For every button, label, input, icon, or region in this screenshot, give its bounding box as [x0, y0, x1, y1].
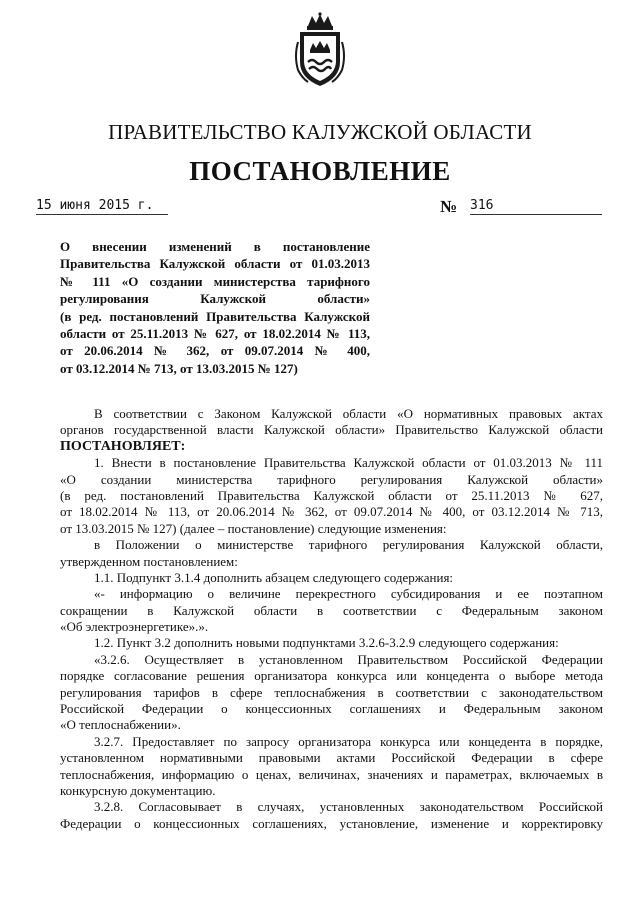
- subject-line: О внесении изменений в постановление: [60, 239, 370, 254]
- coat-of-arms-emblem: [294, 12, 346, 88]
- document-body: [60, 406, 603, 832]
- body-line: 1.2. Пункт 3.2 дополнить новыми подпунктами 3.2.6-3.2.9 следующего содержания:: [94, 635, 559, 651]
- body-line: 1.1. Подпункт 3.1.4 дополнить абзацем следующего содержания:: [94, 569, 454, 585]
- subject-line: регулирования Калужской области»: [60, 291, 370, 307]
- document-type-title: ПОСТАНОВЛЕНИЕ: [189, 156, 451, 186]
- subject-line: № 111 «О создании министерства тарифного: [60, 273, 370, 289]
- body-line: «3.2.6. Осуществляет в установленном Правительством Российской Федерации: [94, 651, 603, 667]
- subject-line: от 20.06.2014 № 362, от 09.07.2014 № 400,: [60, 343, 370, 359]
- body-line: теплоснабжения, информацию о ценах, величинах, значениях и параметрах, включаемых в: [60, 766, 603, 782]
- body-line: в Положении о министерстве тарифного регулирования Калужской области,: [94, 537, 603, 553]
- document-date: 15 июня 2015 г.: [36, 198, 168, 215]
- body-line: 1. Внести в постановление Правительства Калужской области от 01.03.2013 № 111: [94, 455, 603, 471]
- body-line: «Об электроэнергетике».».: [60, 619, 209, 635]
- government-title: ПРАВИТЕЛЬСТВО КАЛУЖСКОЙ ОБЛАСТИ: [108, 120, 532, 144]
- body-line: сокращении в Калужской области в соответствии с Федеральным законом: [60, 602, 603, 618]
- document-number: 316: [470, 198, 602, 215]
- body-line: «- информацию о величине перекрестного субсидирования и ее поэтапном: [94, 586, 603, 602]
- body-line: «О создании министерства тарифного регулирования Калужской области»: [60, 471, 603, 487]
- body-line: Российской Федерации о концессионных соглашениях и Федеральным законом: [60, 701, 603, 717]
- body-line: органов государственной власти Калужской области» Правительство Калужской области: [60, 422, 603, 438]
- number-sign: №: [440, 197, 458, 216]
- subject-line: области от 25.11.2013 № 627, от 18.02.2014 № 113,: [60, 325, 370, 341]
- body-line: 3.2.8. Согласовывает в случаях, установленных законодательством Российской: [94, 799, 603, 815]
- body-line: Федерации о концессионных соглашениях, установление, изменение и корректировку: [60, 815, 603, 831]
- resolves-heading: ПОСТАНОВЛЯЕТ:: [60, 438, 186, 454]
- body-line: установленном нормативными правовыми актами Российской Федерации в сфере: [60, 750, 603, 766]
- body-line: (в ред. постановлений Правительства Калужской области от 25.11.2013 № 627,: [60, 487, 603, 503]
- body-line: от 13.03.2015 № 127) (далее – постановление) следующие изменения:: [60, 520, 447, 536]
- body-line: «О теплоснабжении».: [60, 717, 181, 733]
- body-line: утвержденном постановлением:: [60, 553, 238, 569]
- subject-line: Правительства Калужской области от 01.03.2013: [60, 256, 370, 272]
- body-line: В соответствии с Законом Калужской области «О нормативных правовых актах: [94, 406, 603, 421]
- body-line: 3.2.7. Предоставляет по запросу организатора конкурса или концедента в порядке,: [94, 733, 603, 749]
- subject-line: (в ред. постановлений Правительства Калужской: [60, 308, 370, 324]
- subject-line: от 03.12.2014 № 713, от 13.03.2015 № 127): [60, 360, 298, 376]
- body-line: порядке согласование решения организатора конкурса или концедента о выборе метода: [60, 668, 603, 684]
- body-line: от 18.02.2014 № 113, от 20.06.2014 № 362, от 09.07.2014 № 400, от 03.12.2014 № 713,: [60, 504, 603, 520]
- document-subject: [60, 238, 370, 377]
- body-line: регулирования тарифов в сфере теплоснабжения в соответствии с законодательством: [60, 684, 603, 700]
- body-line: конкурсную документацию.: [60, 782, 216, 798]
